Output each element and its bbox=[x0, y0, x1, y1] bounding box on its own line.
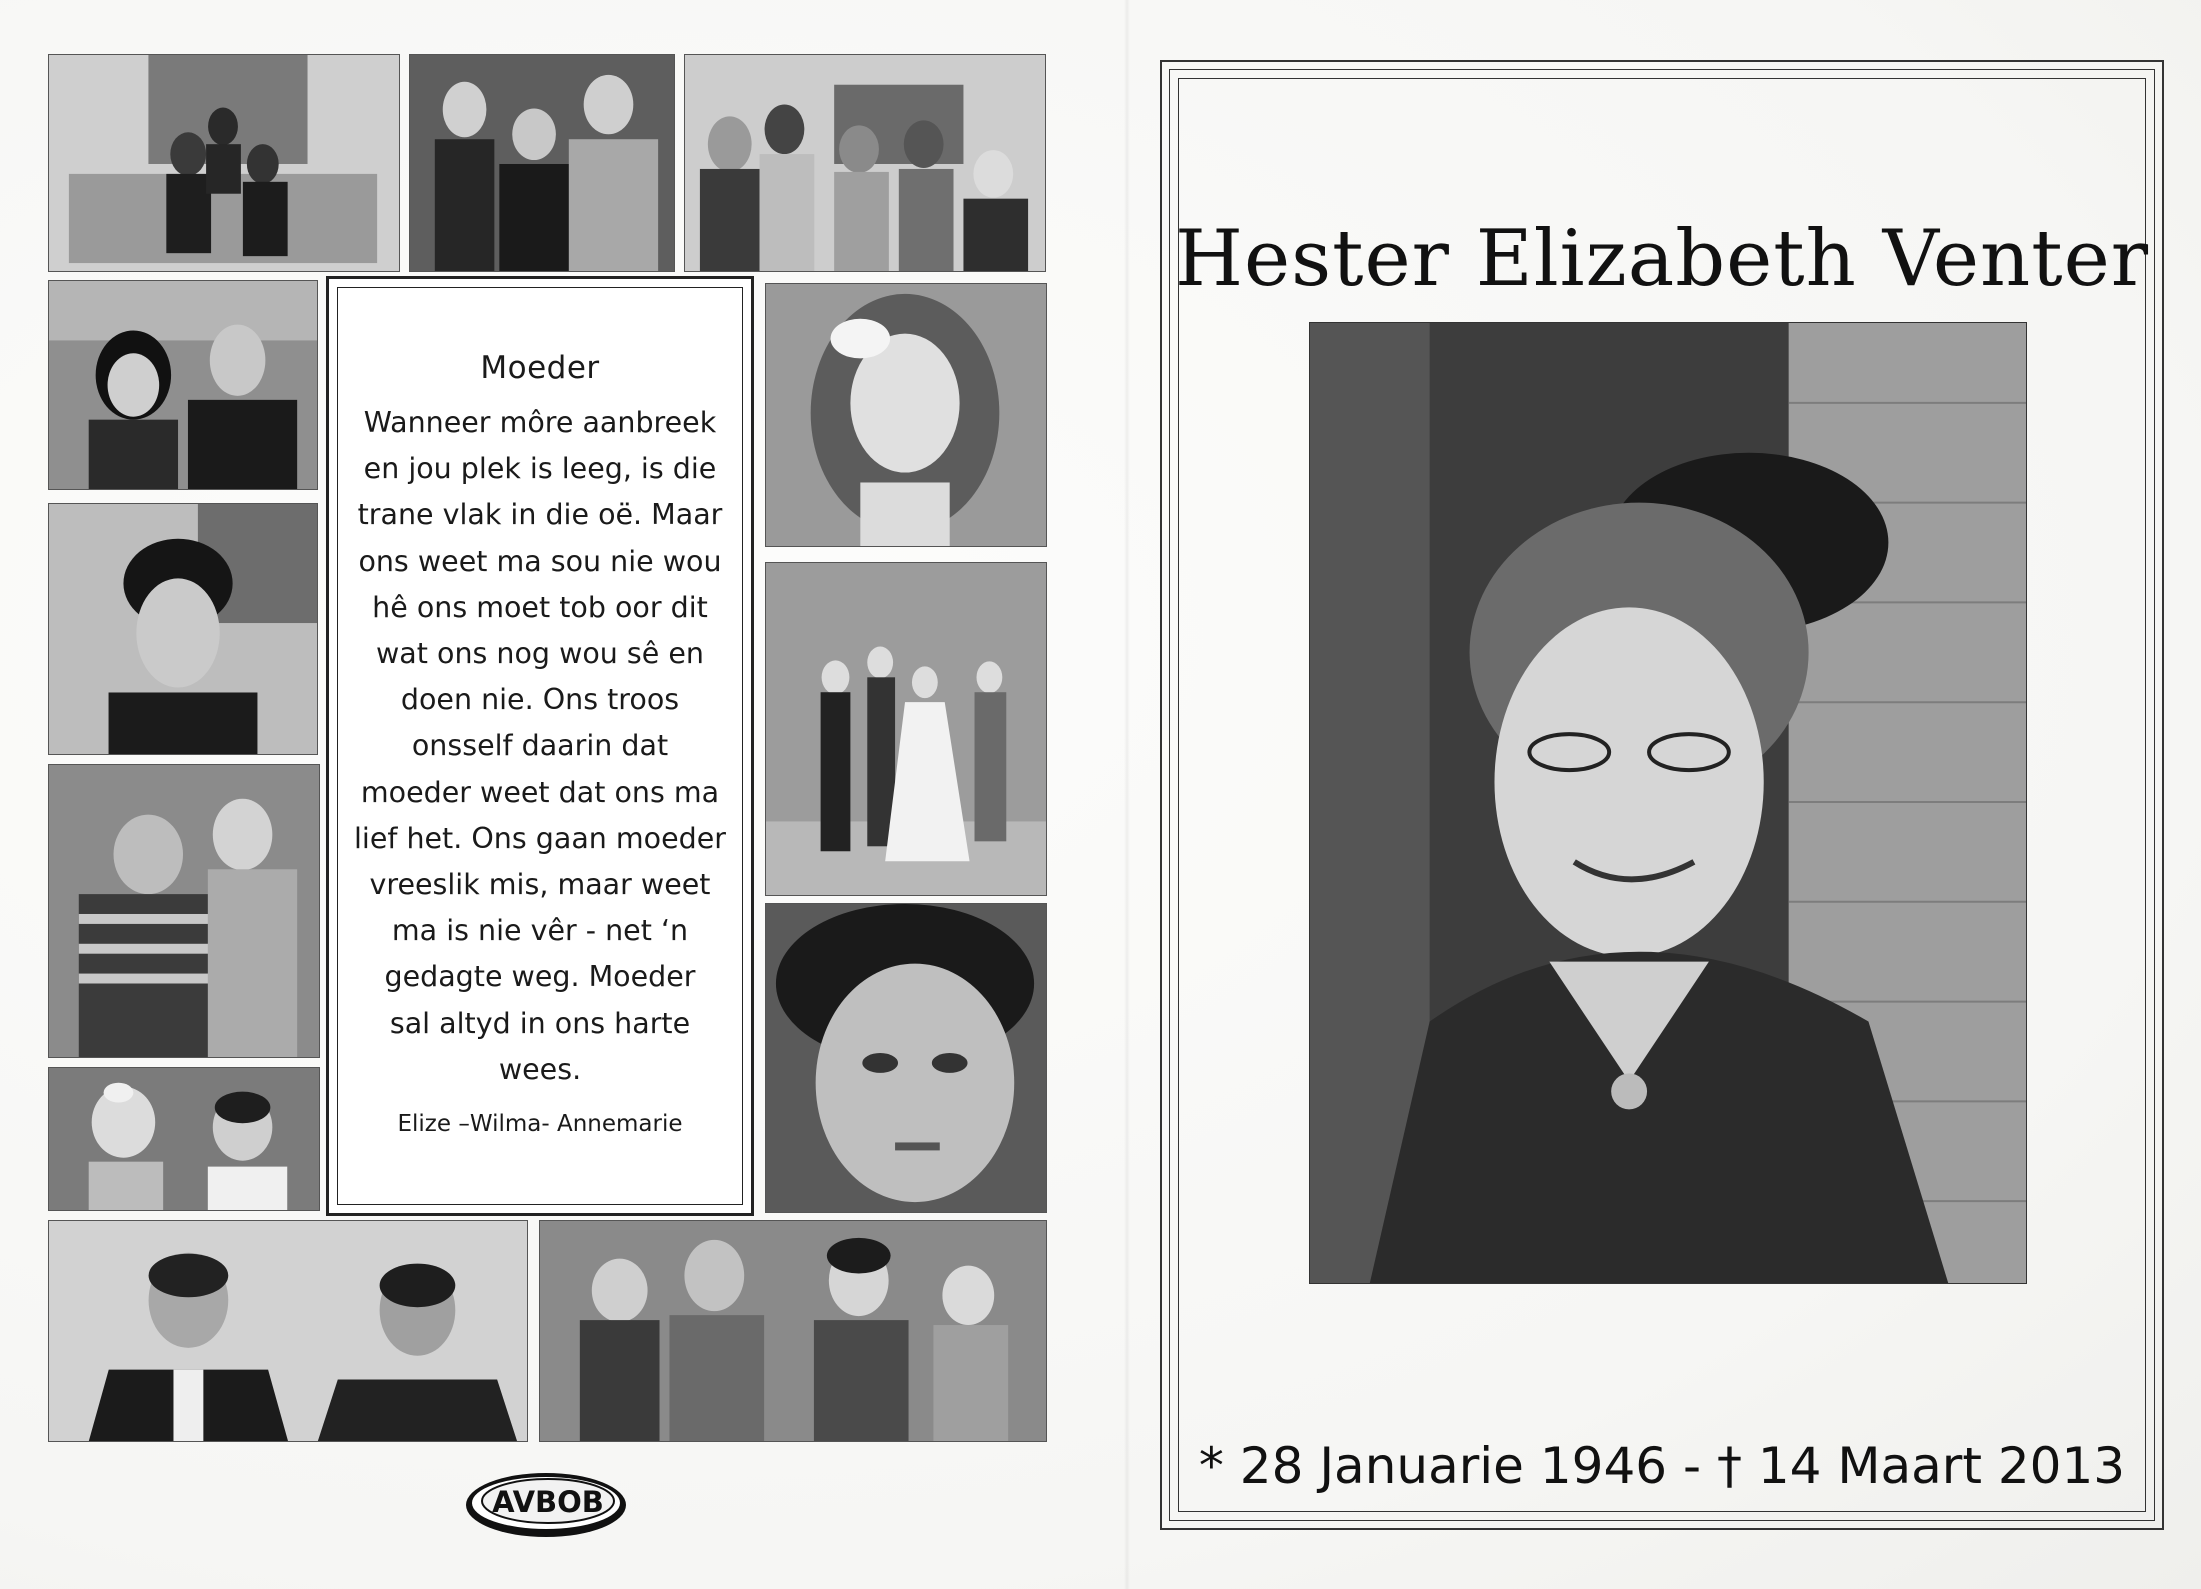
born-symbol: * bbox=[1198, 1437, 1224, 1495]
poem-line: lief het. Ons gaan moeder bbox=[354, 821, 726, 855]
poem-line: ma is nie vêr - net ‘n bbox=[391, 914, 689, 948]
poem-inner-frame bbox=[337, 287, 743, 1205]
photo-family-group bbox=[684, 54, 1046, 272]
photo-young-woman-blonde bbox=[765, 283, 1047, 547]
poem-line: Wanneer môre aanbreek bbox=[363, 406, 717, 439]
photo-young-woman-dark bbox=[48, 503, 318, 755]
poem-line: vreeslik mis, maar weet bbox=[369, 868, 711, 902]
portrait-photo bbox=[1309, 322, 2027, 1284]
life-dates bbox=[1162, 1437, 2162, 1495]
date-separator: - bbox=[1682, 1437, 1702, 1495]
page-fold bbox=[1124, 0, 1130, 1589]
poem-frame bbox=[326, 276, 754, 1216]
poem-line: wees. bbox=[498, 1052, 582, 1086]
photo-family-with-children bbox=[539, 1220, 1047, 1442]
birth-date: 28 Januarie 1946 bbox=[1239, 1437, 1668, 1495]
poem-line: wat ons nog wou sê en bbox=[376, 637, 704, 671]
photo-woman-closeup bbox=[765, 903, 1047, 1213]
poem-line: onsself daarin dat bbox=[411, 729, 669, 763]
poem-line: moeder weet dat ons ma bbox=[360, 775, 720, 809]
photo-family-sofa bbox=[48, 54, 400, 272]
poem-line: gedagte weg. Moeder bbox=[384, 960, 696, 994]
poem-line: doen nie. Ons troos bbox=[400, 683, 680, 717]
poem-line: hê ons moet tob oor dit bbox=[372, 590, 708, 624]
avbob-logo bbox=[462, 1466, 630, 1540]
photo-man-and-woman bbox=[48, 764, 320, 1058]
photo-two-children bbox=[48, 1067, 320, 1211]
cross-icon: † bbox=[1716, 1437, 1742, 1495]
poem-line: ons weet ma sou nie wou bbox=[358, 544, 722, 578]
photo-couple bbox=[48, 280, 318, 490]
poem-line: en jou plek is leeg, is die bbox=[363, 452, 717, 486]
photo-two-men-suits bbox=[48, 1220, 528, 1442]
avbob-logo-text: AVBOB bbox=[492, 1485, 604, 1519]
poem-line: trane vlak in die oë. Maar bbox=[357, 498, 723, 532]
photo-wedding-party bbox=[765, 562, 1047, 896]
deceased-name: Hester Elizabeth Venter bbox=[1174, 214, 2150, 304]
poem-title: Moeder bbox=[480, 350, 600, 386]
poem-signature: Elize –Wilma- Annemarie bbox=[397, 1111, 683, 1138]
photo-three-adults bbox=[409, 54, 675, 272]
death-date: 14 Maart 2013 bbox=[1757, 1437, 2126, 1495]
poem-line: sal altyd in ons harte bbox=[389, 1006, 691, 1040]
